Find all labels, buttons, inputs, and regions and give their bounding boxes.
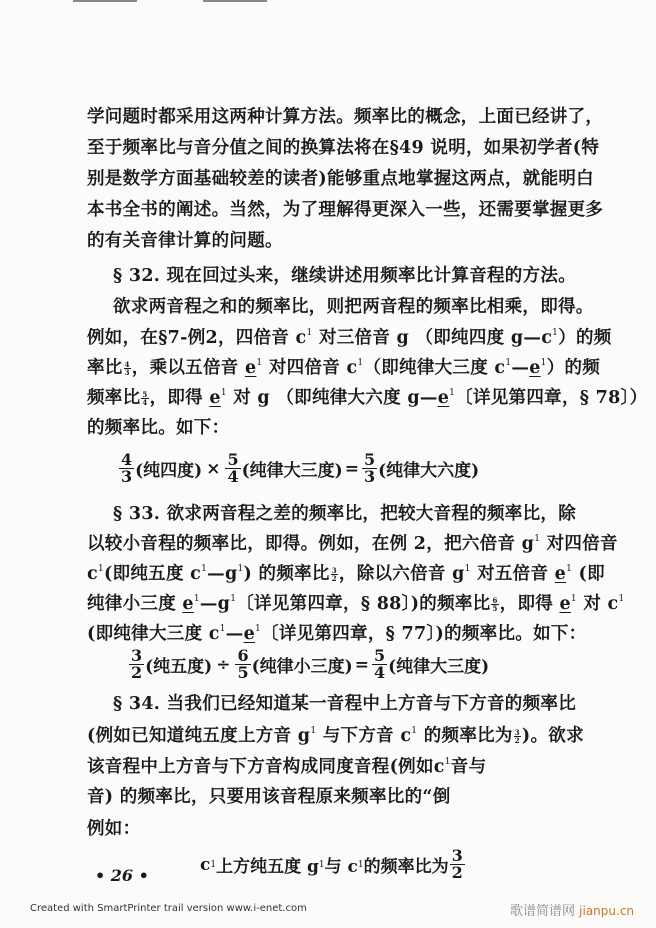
text-line: 频率比 $\frac{5}{4}$ ，即得 $e^1$ 对 g （即纯律大六度 $g—e^1$〔详见第四章，§ 78〕） xyxy=(87,388,648,408)
text-line: 欲求两音程之和的频率比，则把两音程的频率比相乘，即得。 xyxy=(113,297,594,317)
text-line: 例如： xyxy=(87,819,141,839)
text-line: 率比 $\frac{4}{3}$ ，乘以五倍音 $e^1$ 对四倍音 $c^1$（即纯律大三度 $c^1—e^1$）的频 xyxy=(87,358,601,378)
equation-2: $\frac{3}{2}$ (纯五度) ÷ $\frac{6}{5}$ (纯律小三度) = $\frac{5}{4}$ (纯律大三度) xyxy=(131,646,490,682)
fraction: $\frac{4}{3}$ xyxy=(124,360,130,377)
section-title: 现在回过头来，继续讲述用频率比计算音程的方法。 xyxy=(166,266,577,286)
text-line: § 33. 欲求两音程之差的频率比，把较大音程的频率比，除 xyxy=(113,504,577,524)
section-number: § 33. xyxy=(113,504,161,524)
section-number: § 32. xyxy=(113,266,161,286)
watermark: 歌谱简谱网 jianpu.cn xyxy=(510,904,635,919)
text-line: 的有关音律计算的问题。 xyxy=(87,231,283,251)
text-line: 该音程中上方音与下方音构成同度音程(例如$c^1$音与 xyxy=(87,757,487,777)
section-number: § 34. xyxy=(113,694,161,714)
text-line: 音) 的频率比，只要用该音程原来频率比的“倒 xyxy=(87,787,451,807)
text-line: § 34. 当我们已经知道某一音程中上方音与下方音的频率比 xyxy=(113,694,577,714)
text-line: $c^1$(即纯五度 $c^1—g^1$) 的频率比 $\frac{3}{2}$ ，除以六倍音 $g^1$ 对五倍音 $e^1$ (即 xyxy=(87,564,605,584)
page-number: • 26 • xyxy=(95,866,149,885)
text-line: 学问题时都采用这两种计算方法。频率比的概念，上面已经讲了， xyxy=(87,107,604,127)
scan-mark xyxy=(73,0,137,2)
section-heading xyxy=(113,262,576,287)
fraction: $\frac{5}{4}$ xyxy=(142,390,148,407)
equation-1: $\frac{4}{3}$ (纯四度) × $\frac{5}{4}$ (纯律大三度) = $\frac{5}{3}$ (纯律大六度) xyxy=(121,450,480,486)
text-line: 的频率比。如下： xyxy=(87,418,230,438)
text-line: (例如已知道纯五度上方音 $g^1$ 与下方音 $c^1$ 的频率比为 $\frac{3}{2}$ )。欲求 xyxy=(87,726,584,746)
text-line: 本书全书的阐述。当然，为了理解得更深入一些，还需要掌握更多 xyxy=(87,200,604,220)
text-line: 纯律小三度 $e^1—g^1$〔详见第四章，§ 88〕)的频率比 $\frac{6}{5}$ ，即得 $e^1$ 对 $c^1$ xyxy=(87,594,625,614)
creator-footer: Created with SmartPrinter trail version www.i-enet.com xyxy=(30,903,307,914)
example-line: c 1 上方纯五度 g 1 与 c 1 的频率比为 $\frac{3}{2}$ xyxy=(200,846,463,882)
text-line: 至于频率比与音分值之间的换算法将在§49 说明，如果初学者(特 xyxy=(87,138,600,158)
scan-mark xyxy=(203,0,267,2)
text-line: 例如，在§7-例2，四倍音 $c^1$ 对三倍音 g （即纯四度 $g—c^1$）的频 xyxy=(87,328,612,348)
text-line: 以较小音程的频率比，即得。例如，在例 2，把六倍音 $g^1$ 对四倍音 xyxy=(87,534,618,554)
text-line: (即纯律大三度 $c^1—e^1$〔详见第四章，§ 77〕)的频率比。如下： xyxy=(87,624,587,644)
text-line: 别是数学方面基础较差的读者)能够重点地掌握这两点，就能明白 xyxy=(87,169,594,189)
